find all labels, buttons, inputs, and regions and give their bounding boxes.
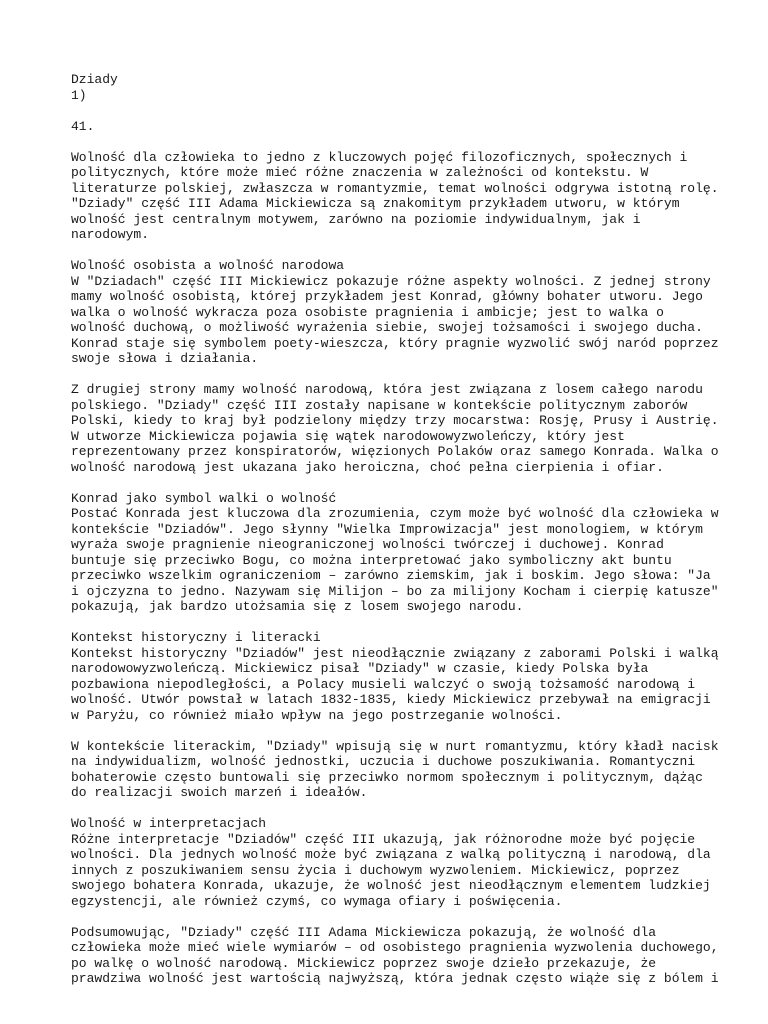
text-line: narodowowyzwoleńczą. Mickiewicz pisał "Dziady" w czasie, kiedy Polska była [71,661,649,676]
text-line: wolność narodową jest ukazana jako heroiczna, choć pełna cierpienia i ofiar. [71,459,664,475]
text-line: wolności. Dla jednych wolność może być związana z walką polityczną i narodową, dla [71,847,711,862]
blank-line [71,801,711,817]
document-page [71,72,719,987]
blank-line [71,723,711,739]
text-line: swojego bohatera Konrada, ukazuje, że wolność jest nieodłącznym elementem ludzkiej [71,878,711,893]
paragraph [71,816,711,909]
text-line: reprezentowany przez konspiratorów, więzionych Polaków oraz samego Konrada. Walka o [71,444,719,459]
text-line: mamy wolność osobistą, której przykładem jest Konrad, główny bohater utworu. Jego [71,289,703,304]
blank-line [71,909,711,925]
text-line: na indywidualizm, wolność jednostki, uczucia i duchowe poszukiwania. Romantyczni [71,754,696,769]
text-line: wolność duchową, o możliwość wyrażenia siebie, swojej tożsamości i swojego ducha. [71,320,703,335]
paragraph [71,382,719,475]
text-line: do realizacji swoich marzeń i ideałów. [71,785,368,800]
text-line: Wolność dla człowieka to jedno z kluczowych pojęć filozoficznych, społecznych i [71,149,688,165]
text-line: Polski, kiedy to kraj był podzielony między trzy mocarstwa: Rosję, Prusy i Austrię. [71,413,719,428]
text-line: Kontekst historyczny i literacki [71,630,321,645]
text-line: egzystencji, ale również czymś, co wymaga ofiary i poświęcenia. [71,893,563,909]
document-number: 1) [71,87,87,103]
text-line: W "Dziadach" część III Mickiewicz pokazuje różne aspekty wolności. Z jednej strony [71,273,711,289]
blank-line [71,367,711,383]
text-line: narodowym. [71,227,150,242]
blank-line [71,475,711,491]
text-line: walka o wolność wykracza poza osobiste pragnienia i ambicje; jest to walka o [71,304,664,320]
text-line: Postać Konrada jest kluczowa dla zrozumienia, czym może być wolność dla człowieka w [71,506,719,521]
text-line: po walkę o wolność narodową. Mickiewicz poprzez swoje dzieło przekazuje, że [71,955,657,971]
text-line: politycznych, które może mieć różne znaczenia w zależności od kontekstu. W [71,165,649,180]
text-line: Konrad jako symbol walki o wolność [71,490,337,506]
text-line: swoje słowa i działania. [71,351,259,366]
paragraph [71,738,719,801]
text-line: Wolność w interpretacjach [71,816,267,831]
text-line: bohaterowie często buntowali się przeciwko normom społecznym i politycznym, dążąc [71,769,703,785]
text-line: innych z poszukiwaniem sensu życia i duchowym wyzwoleniem. Mickiewicz, poprzez [71,862,680,878]
paragraph [71,258,719,367]
blank-line [71,103,711,119]
text-line: "Dziady" część III Adama Mickiewicza są znakomitym przykładem utworu, w którym [71,196,680,211]
text-line: pokazują, jak bardzo utożsamia się z losem swojego narodu. [71,599,524,614]
blank-line [71,243,711,259]
text-line: Z drugiej strony mamy wolność narodową, która jest związana z losem całego narodu [71,382,703,397]
blank-line [71,134,711,150]
text-line: literaturze polskiej, zwłaszcza w romantyzmie, temat wolności odgrywa istotną rolę. [71,180,719,196]
text-line: Konrad staje się symbolem poety-wieszcza, który pragnie wyzwolić swój naród poprzez [71,335,719,351]
document-title: Dziady [71,72,118,87]
text-line: wolność jest centralnym motywem, zarówno na poziomie indywidualnym, jak i [71,211,641,227]
text-line: człowieka może mieć wiele wymiarów – od osobistego pragnienia wyzwolenia duchowego, [71,940,719,955]
text-line: wyraża swoje pragnienie nieograniczonej wolności twórczej i duchowej. Konrad [71,537,664,552]
text-line: w Paryżu, co również miało wpływ na jego postrzeganie wolności. [71,707,563,723]
text-line: buntuje się przeciwko Bogu, co można interpretować jako symboliczny akt buntu [71,552,672,568]
text-line: W kontekście literackim, "Dziady" wpisują się w nurt romantyzmu, który kładł nacisk [71,738,719,754]
document-body [71,149,719,987]
text-line: Różne interpretacje "Dziadów" część III ukazują, jak różnorodne może być pojęcie [71,831,696,847]
text-line: polskiego. "Dziady" część III zostały napisane w kontekście politycznym zaborów [71,397,688,413]
text-line: Podsumowując, "Dziady" część III Adama Mickiewicza pokazują, że wolność dla [71,924,657,940]
blank-line [71,615,711,631]
text-line: i ojczyzna to jedno. Nazywam się Milijon – bo za milijony Kocham i cierpię katusze" [71,583,719,599]
paragraph [71,924,719,987]
text-line: Kontekst historyczny "Dziadów" jest nieodłącznie związany z zaborami Polski i walką [71,645,719,661]
paragraph [71,149,719,243]
paragraph [71,490,719,615]
text-line: przeciwko wszelkim ograniczeniom – zarówno ziemskim, jak i boskim. Jego słowa: "Ja [71,568,711,583]
paragraph [71,630,719,723]
page-reference: 41. [71,118,95,134]
text-line: prawdziwa wolność jest wartością najwyższą, która jednak często wiąże się z bólem i [71,971,719,986]
text-line: wolność. Utwór powstał w latach 1832-1835, kiedy Mickiewicz przebywał na emigracji [71,692,711,707]
text-line: Wolność osobista a wolność narodowa [71,258,345,273]
text-line: kontekście "Dziadów". Jego słynny "Wielka Improwizacja" jest monologiem, w którym [71,521,703,537]
text-line: W utworze Mickiewicza pojawia się wątek narodowowyzwoleńczy, który jest [71,428,625,444]
text-line: pozbawiona niepodległości, a Polacy musieli walczyć o swoją tożsamość narodową i [71,676,696,692]
